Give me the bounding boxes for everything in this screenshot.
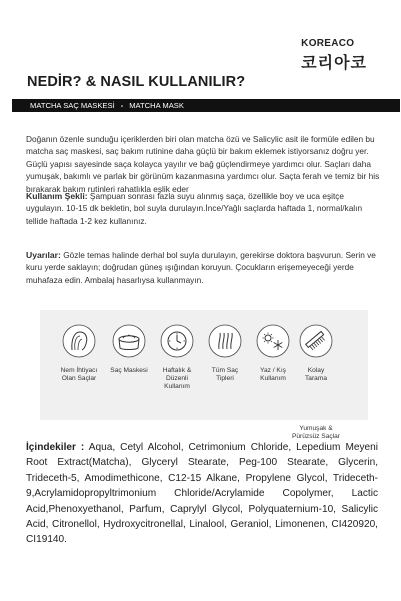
- intro-paragraph: Doğanın özenle sunduğu içeriklerden biri olan matcha özü ve Salicylic asit ile formüle edilen bu matcha saç maskesi, saç bakım rutinine daha güçlü bir bakım eklemek istiyorsanız doğru yer. Güçlü yapısı sayesinde saça kolayca yayılır ve bağ güçlendirmeye yardımcı olur. Saçları daha yumuşak, bakımlı ve parlak bir görünüm kazanmasına yardımcı olur. Saçta ferah ve temiz bir his bırakarak bakım rutinleri rahatlıkla eşlik eder: [26, 134, 380, 194]
- feature-season: [254, 324, 292, 383]
- ingredients-paragraph: [26, 440, 378, 548]
- sun-snowflake-icon: [256, 324, 290, 358]
- feature-label: Tüm Saç Tipleri: [211, 367, 239, 383]
- feature-moisture: [60, 324, 98, 383]
- product-name-en: MATCHA MASK: [129, 101, 184, 110]
- feature-label: Kolay Tarama: [305, 367, 327, 383]
- warnings-paragraph: [26, 249, 380, 286]
- product-name-tr: MATCHA SAÇ MASKESİ: [30, 101, 115, 110]
- ingredients-label: İçindekiler :: [26, 442, 85, 453]
- feature-mask: [110, 324, 148, 375]
- hair-silhouette-icon: [62, 324, 96, 358]
- feature-icons-panel: [40, 310, 368, 420]
- bar-separator: -: [120, 101, 124, 110]
- brand-logo: [301, 38, 367, 73]
- brand-name: KOREACO: [301, 38, 355, 49]
- clock-icon: [160, 324, 194, 358]
- feature-label: Haftalık & Düzenli Kullanım: [162, 367, 192, 391]
- mask-jar-icon: [112, 324, 146, 358]
- warnings-label: Uyarılar:: [26, 250, 61, 260]
- feature-all-hair: [206, 324, 244, 383]
- comb-icon: [299, 324, 333, 358]
- brand-name-korean: 코리아코: [301, 55, 367, 72]
- product-bar: [12, 99, 400, 112]
- feature-weekly: [158, 324, 196, 392]
- warnings-text: Gözle temas halinde derhal bol suyla durulayın, gerekirse doktora başvurun. Serin ve kuru yerde saklayın; doğrudan güneş ışığından koruyun. Çocukların erişemeyeceği yerde muhafaza edin. Ambalaj hasarlıysa kullanmayın.: [26, 250, 376, 285]
- usage-label: Kullanım Şekli:: [26, 191, 88, 201]
- feature-label: Saç Maskesi: [110, 367, 148, 374]
- usage-text: Şampuan sonrası fazla suyu alınmış saça, özellikle boy ve uca eşitçe uygulayın. 10-15 dk bekletin, bol suyla durulayın.İnce/Yağlı saçlarda haftada 1, normal/kalın tellide haftada 1-2 kez kullanınız.: [26, 191, 363, 226]
- usage-paragraph: [26, 190, 380, 227]
- page-title: NEDİR? & NASIL KULLANILIR?: [27, 74, 246, 90]
- feature-label: Nem İhtiyacı Olan Saçlar: [60, 367, 98, 383]
- hair-strands-icon: [208, 324, 242, 358]
- smooth-hair-label: Yumuşak & Pürüzsüz Saçlar: [291, 425, 341, 441]
- feature-label: Yaz / Kış Kullanım: [260, 367, 286, 383]
- feature-comb: [297, 324, 335, 383]
- ingredients-text: Aqua, Cetyl Alcohol, Cetrimonium Chloride, Lepedium Meyeni Root Extract(Matcha), Glyceryl Stearate, Peg-100 Stearate, Glycerin, Trideceth-5, Amodimethicone, C12-15 Alkane, Propylene Glycol, Trideceth-9,Acrylamidopropyltrimonium Chloride/Acrylamide Copolymer, Lactic Acid,Phenoxyethanol, Parfum, Caprylyl Glycol, Polyquaternium-10, Salicylic Acid, Citronellol, Hydroxycitronellal, Linalool, Geraniol, Limonenen, CI420920, CI19140.: [26, 442, 379, 546]
